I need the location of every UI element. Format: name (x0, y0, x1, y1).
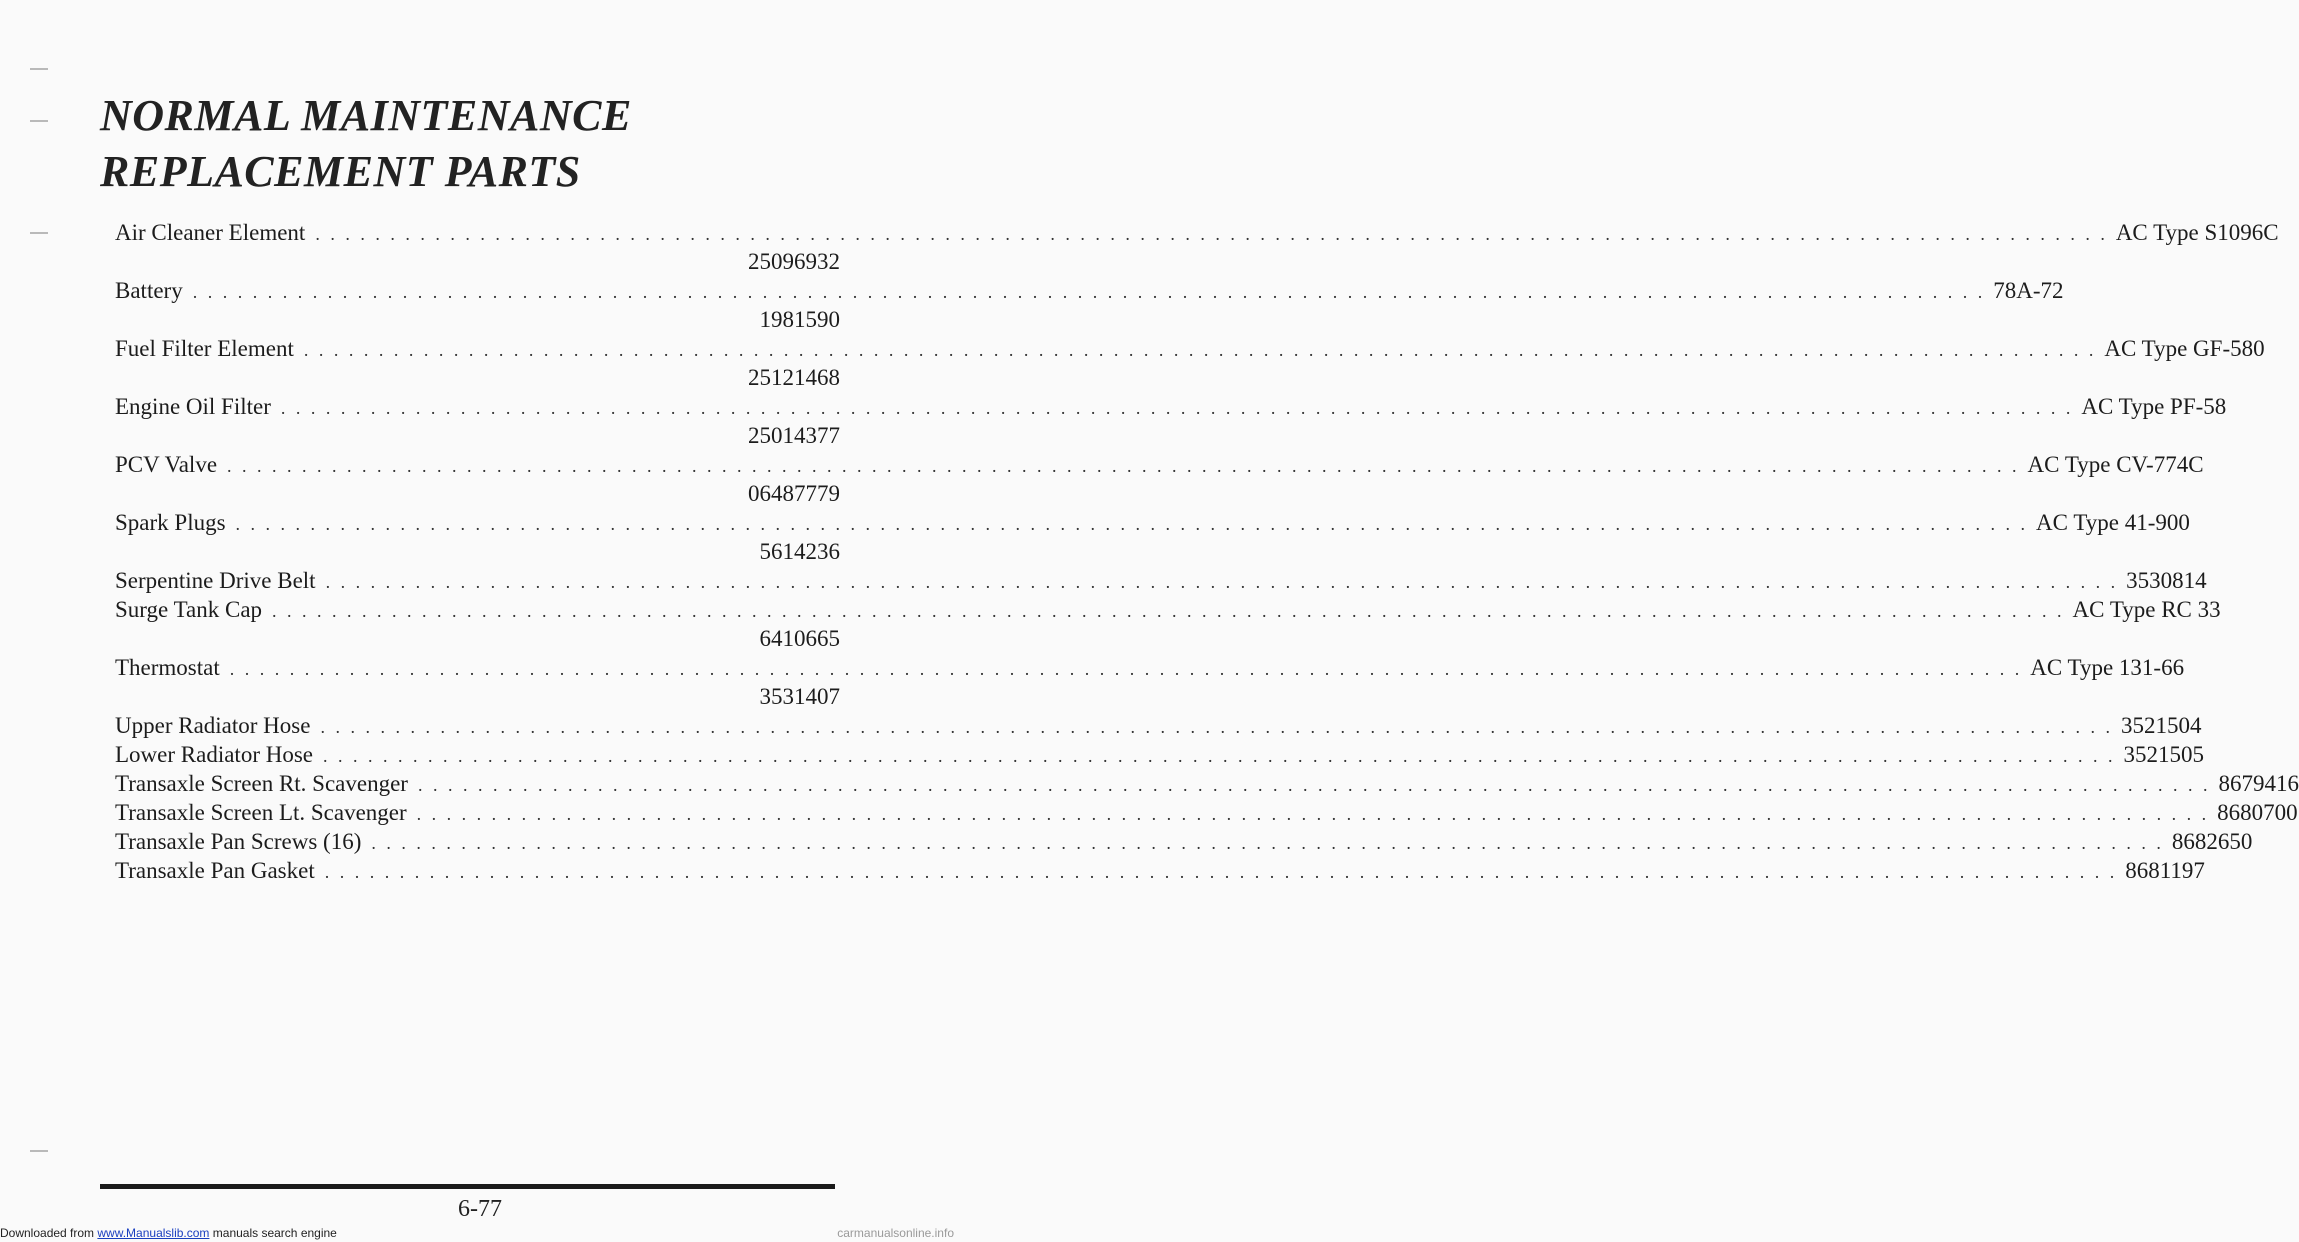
part-code: AC Type 41-900 (2036, 510, 2190, 535)
part-name: PCV Valve (115, 452, 218, 477)
part-line (115, 508, 2190, 537)
part-entry (115, 392, 2227, 450)
part-line (115, 740, 2204, 769)
part-entry (115, 218, 2279, 276)
part-entry (115, 276, 2064, 334)
dot-leader: . . . . . . . . . . . . . . . . . . . . . . . . . . . . . . . . . . . . . . . . . . . . . . . . . . . . . . . . . . . . . . . . . . . . . . . . . . . . . . . . . . . . . . . . . . . . . . . . . . . . . . . . . . . . . . . . . . . . . . . . (303, 340, 2097, 360)
part-line (115, 276, 2064, 305)
part-line (115, 856, 2205, 885)
part-entry (115, 508, 2190, 566)
page-number: 6-77 (458, 1196, 502, 1222)
part-name: Lower Radiator Hose (115, 742, 313, 767)
part-name: Transaxle Screen Rt. Scavenger (115, 771, 408, 796)
part-name: Battery (115, 278, 183, 303)
part-number: 25014377 (748, 423, 840, 448)
dot-leader: . . . . . . . . . . . . . . . . . . . . . . . . . . . . . . . . . . . . . . . . . . . . . . . . . . . . . . . . . . . . . . . . . . . . . . . . . . . . . . . . . . . . . . . . . . . . . . . . . . . . . . . . . . . . . . . . . . . . . . . . (315, 224, 2108, 244)
part-number: 3531407 (759, 684, 840, 709)
part-entry (115, 798, 2298, 827)
part-code: AC Type RC 33 (2072, 597, 2221, 622)
part-entry (115, 827, 2253, 856)
part-number: 5614236 (759, 539, 840, 564)
part-line (115, 653, 2185, 682)
dot-leader: . . . . . . . . . . . . . . . . . . . . . . . . . . . . . . . . . . . . . . . . . . . . . . . . . . . . . . . . . . . . . . . . . . . . . . . . . . . . . . . . . . . . . . . . . . . . . . . . . . . . . . . . . . . . . . . . . . . . . . . . (280, 398, 2074, 418)
part-name: Upper Radiator Hose (115, 713, 311, 738)
dot-leader: . . . . . . . . . . . . . . . . . . . . . . . . . . . . . . . . . . . . . . . . . . . . . . . . . . . . . . . . . . . . . . . . . . . . . . . . . . . . . . . . . . . . . . . . . . . . . . . . . . . . . . . . . . . . . . . . . . . . . . . . (371, 833, 2164, 853)
part-code: 3521505 (2123, 742, 2204, 767)
part-line (115, 711, 2202, 740)
margin-mark (30, 68, 48, 70)
parts-list (115, 218, 2299, 885)
dot-leader: . . . . . . . . . . . . . . . . . . . . . . . . . . . . . . . . . . . . . . . . . . . . . . . . . . . . . . . . . . . . . . . . . . . . . . . . . . . . . . . . . . . . . . . . . . . . . . . . . . . . . . . . . . . . . . . . . . . . . . . . (325, 572, 2119, 592)
part-code: 3530814 (2126, 568, 2207, 593)
part-entry (115, 769, 2299, 798)
part-name: Thermostat (115, 655, 220, 680)
part-code: AC Type PF-58 (2081, 394, 2227, 419)
part-number: 25121468 (748, 365, 840, 390)
part-line (115, 392, 2227, 421)
part-name: Serpentine Drive Belt (115, 568, 316, 593)
page-title: NORMAL MAINTENANCE REPLACEMENT PARTS (100, 91, 632, 196)
part-code: 78A-72 (1993, 278, 2064, 303)
dot-leader: . . . . . . . . . . . . . . . . . . . . . . . . . . . . . . . . . . . . . . . . . . . . . . . . . . . . . . . . . . . . . . . . . . . . . . . . . . . . . . . . . . . . . . . . . . . . . . . . . . . . . . . . . . . . . . . . . . . . . . . . (416, 804, 2210, 824)
margin-mark (30, 120, 48, 122)
manualslib-link[interactable]: www.Manualslib.com (97, 1226, 210, 1240)
footer-prefix: Downloaded from (0, 1226, 98, 1240)
part-code: 8682650 (2171, 829, 2253, 854)
part-number: 06487779 (748, 481, 840, 506)
dot-leader: . . . . . . . . . . . . . . . . . . . . . . . . . . . . . . . . . . . . . . . . . . . . . . . . . . . . . . . . . . . . . . . . . . . . . . . . . . . . . . . . . . . . . . . . . . . . . . . . . . . . . . . . . . . . . . . . . . . . . . . . (320, 717, 2113, 737)
part-line (115, 566, 2207, 595)
part-code: AC Type S1096C (2115, 220, 2279, 245)
part-name: Transaxle Pan Screws (16) (115, 829, 362, 854)
part-code: AC Type 131-66 (2030, 655, 2185, 680)
part-entry (115, 595, 2221, 653)
dot-leader: . . . . . . . . . . . . . . . . . . . . . . . . . . . . . . . . . . . . . . . . . . . . . . . . . . . . . . . . . . . . . . . . . . . . . . . . . . . . . . . . . . . . . . . . . . . . . . . . . . . . . . . . . . . . . . . . . . . . . . . . (324, 862, 2118, 882)
part-entry (115, 711, 2202, 740)
part-line (115, 827, 2253, 856)
dot-leader: . . . . . . . . . . . . . . . . . . . . . . . . . . . . . . . . . . . . . . . . . . . . . . . . . . . . . . . . . . . . . . . . . . . . . . . . . . . . . . . . . . . . . . . . . . . . . . . . . . . . . . . . . . . . . . . . . . . . . . . . (417, 775, 2211, 795)
part-entry (115, 334, 2265, 392)
download-footer (0, 1226, 337, 1240)
dot-leader: . . . . . . . . . . . . . . . . . . . . . . . . . . . . . . . . . . . . . . . . . . . . . . . . . . . . . . . . . . . . . . . . . . . . . . . . . . . . . . . . . . . . . . . . . . . . . . . . . . . . . . . . . . . . . . . . . . . . . . . . (192, 282, 1986, 302)
part-name: Transaxle Pan Gasket (115, 858, 315, 883)
part-name: Engine Oil Filter (115, 394, 271, 419)
part-name: Spark Plugs (115, 510, 226, 535)
part-line (115, 218, 2279, 247)
part-line (115, 450, 2204, 479)
footer-suffix: manuals search engine (209, 1226, 337, 1240)
part-line (115, 334, 2265, 363)
part-name: Fuel Filter Element (115, 336, 294, 361)
part-code: 8680700 (2217, 800, 2298, 825)
footer-rule (100, 1184, 835, 1189)
watermark: carmanualsonline.info (837, 1226, 954, 1240)
part-line (115, 595, 2221, 624)
part-name: Air Cleaner Element (115, 220, 306, 245)
part-line (115, 769, 2299, 798)
dot-leader: . . . . . . . . . . . . . . . . . . . . . . . . . . . . . . . . . . . . . . . . . . . . . . . . . . . . . . . . . . . . . . . . . . . . . . . . . . . . . . . . . . . . . . . . . . . . . . . . . . . . . . . . . . . . . . . . . . . . . . . . (323, 746, 2116, 766)
dot-leader: . . . . . . . . . . . . . . . . . . . . . . . . . . . . . . . . . . . . . . . . . . . . . . . . . . . . . . . . . . . . . . . . . . . . . . . . . . . . . . . . . . . . . . . . . . . . . . . . . . . . . . . . . . . . . . . . . . . . . . . . (227, 456, 2020, 476)
dot-leader: . . . . . . . . . . . . . . . . . . . . . . . . . . . . . . . . . . . . . . . . . . . . . . . . . . . . . . . . . . . . . . . . . . . . . . . . . . . . . . . . . . . . . . . . . . . . . . . . . . . . . . . . . . . . . . . . . . . . . . . . (272, 601, 2065, 621)
part-entry (115, 740, 2204, 769)
margin-mark (30, 1150, 48, 1152)
part-entry (115, 653, 2185, 711)
part-number: 25096932 (748, 249, 840, 274)
part-number: 6410665 (759, 626, 840, 651)
part-entry (115, 450, 2204, 508)
part-name: Surge Tank Cap (115, 597, 263, 622)
part-entry (115, 856, 2205, 885)
part-code: AC Type GF-580 (2104, 336, 2265, 361)
dot-leader: . . . . . . . . . . . . . . . . . . . . . . . . . . . . . . . . . . . . . . . . . . . . . . . . . . . . . . . . . . . . . . . . . . . . . . . . . . . . . . . . . . . . . . . . . . . . . . . . . . . . . . . . . . . . . . . . . . . . . . . . (235, 514, 2029, 534)
part-number: 1981590 (759, 307, 840, 332)
dot-leader: . . . . . . . . . . . . . . . . . . . . . . . . . . . . . . . . . . . . . . . . . . . . . . . . . . . . . . . . . . . . . . . . . . . . . . . . . . . . . . . . . . . . . . . . . . . . . . . . . . . . . . . . . . . . . . . . . . . . . . . . (229, 659, 2023, 679)
part-code: 8679416 (2218, 771, 2299, 796)
part-entry (115, 566, 2207, 595)
part-code: 8681197 (2125, 858, 2205, 883)
part-line (115, 798, 2298, 827)
part-name: Transaxle Screen Lt. Scavenger (115, 800, 407, 825)
part-code: AC Type CV-774C (2027, 452, 2204, 477)
margin-mark (30, 232, 48, 234)
part-code: 3521504 (2120, 713, 2202, 738)
